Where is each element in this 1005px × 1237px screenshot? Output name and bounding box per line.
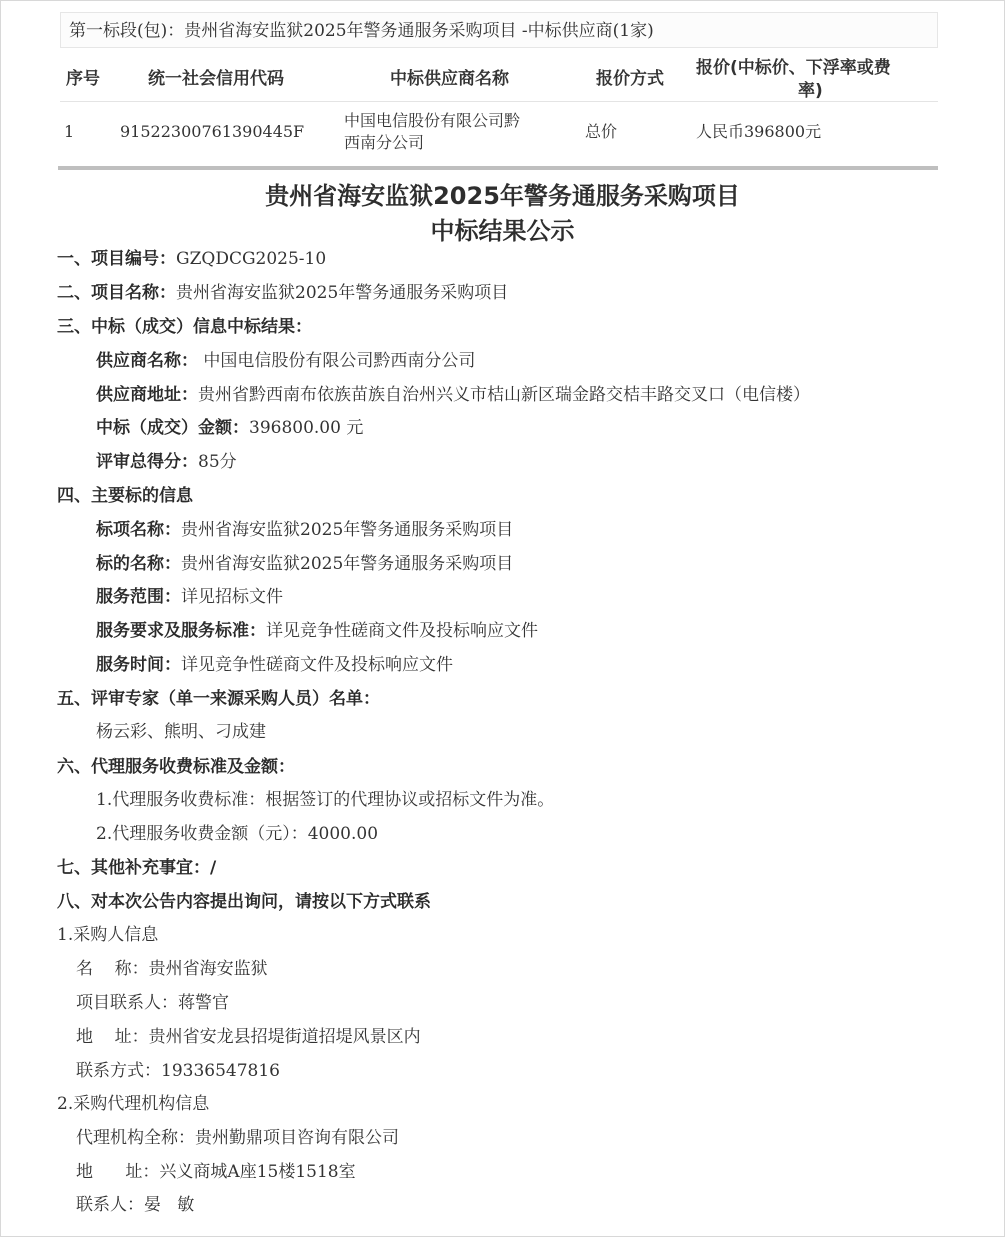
col-header-quote-method: 报价方式	[596, 68, 664, 89]
supplier-name-label: 供应商名称：	[96, 351, 198, 371]
contact-heading: 八、对本次公告内容提出询问，请按以下方式联系	[57, 892, 431, 912]
experts-list: 杨云彩、熊明、刁成建	[96, 722, 266, 742]
project-name	[57, 281, 508, 305]
section-divider	[58, 166, 938, 170]
agent-info-heading: 2.采购代理机构信息	[57, 1094, 210, 1114]
item-name-label: 标项名称：	[96, 520, 181, 540]
award-amount	[96, 416, 363, 440]
supplier-address	[96, 383, 810, 407]
fee-amount: 2.代理服务收费金额（元）：4000.00	[96, 824, 379, 844]
doc-title: 贵州省海安监狱2025年警务通服务采购项目	[265, 182, 740, 210]
project-name-value: 贵州省海安监狱2025年警务通服务采购项目	[176, 283, 509, 303]
agent-address: 地 址：兴义商城A座15楼1518室	[76, 1162, 356, 1182]
project-number-label: 一、项目编号：	[57, 249, 176, 269]
col-header-quote: 报价(中标价、下浮率或费	[696, 57, 891, 78]
buyer-info-heading: 1.采购人信息	[57, 925, 159, 945]
supplier-address-value: 贵州省黔西南布依族苗族自治州兴义市桔山新区瑞金路交桔丰路交叉口（电信楼）	[198, 385, 810, 405]
cell-credit-code: 91522300761390445F	[120, 122, 305, 141]
project-name-label: 二、项目名称：	[57, 283, 176, 303]
item-name	[96, 518, 513, 542]
award-amount-label: 中标（成交）金额：	[96, 418, 249, 438]
award-heading: 三、中标（成交）信息中标结果：	[57, 317, 312, 337]
cell-quote: 人民币396800元	[696, 122, 822, 141]
project-number-value: GZQDCG2025-10	[176, 249, 327, 269]
service-requirements-label: 服务要求及服务标准：	[96, 621, 266, 641]
item-name-value: 贵州省海安监狱2025年警务通服务采购项目	[181, 520, 514, 540]
service-requirements	[96, 619, 538, 643]
buyer-phone: 联系方式：19336547816	[76, 1061, 280, 1081]
agent-name: 代理机构全称：贵州勤鼎项目咨询有限公司	[76, 1128, 399, 1148]
cell-quote-method: 总价	[585, 122, 618, 141]
service-requirements-value: 详见竞争性磋商文件及投标响应文件	[266, 621, 538, 641]
fee-standard: 1.代理服务收费标准：根据签订的代理协议或招标文件为准。	[96, 790, 555, 810]
subject-name-value: 贵州省海安监狱2025年警务通服务采购项目	[181, 554, 514, 574]
col-header-no: 序号	[66, 68, 100, 89]
doc-subtitle: 中标结果公示	[430, 217, 575, 245]
service-time-label: 服务时间：	[96, 655, 181, 675]
cell-no: 1	[64, 122, 75, 141]
service-time-value: 详见竞争性磋商文件及投标响应文件	[181, 655, 453, 675]
experts-heading: 五、评审专家（单一来源采购人员）名单：	[57, 689, 380, 709]
subject-name	[96, 552, 513, 576]
buyer-address: 地 址：贵州省安龙县招堤街道招堤风景区内	[76, 1027, 421, 1047]
review-score	[96, 450, 237, 474]
buyer-contact-person: 项目联系人：蒋警官	[76, 993, 229, 1013]
col-header-quote-cont: 率)	[798, 80, 823, 101]
cell-supplier-line1: 中国电信股份有限公司黔	[344, 111, 521, 130]
service-scope	[96, 585, 283, 609]
col-header-supplier: 中标供应商名称	[390, 68, 509, 89]
review-score-value: 85分	[198, 452, 237, 472]
other-matters: 七、其他补充事宜：/	[57, 858, 217, 878]
supplier-name	[96, 349, 475, 373]
award-amount-value: 396800.00 元	[249, 418, 364, 438]
service-scope-value: 详见招标文件	[181, 587, 283, 607]
cell-supplier-line2: 西南分公司	[344, 133, 425, 152]
col-header-credit-code: 统一社会信用代码	[148, 68, 284, 89]
lot-caption: 第一标段(包)：贵州省海安监狱2025年警务通服务采购项目 -中标供应商(1家)	[60, 12, 938, 48]
buyer-name: 名 称：贵州省海安监狱	[76, 959, 268, 979]
project-number	[57, 247, 326, 271]
fee-heading: 六、代理服务收费标准及金额：	[57, 757, 295, 777]
service-time	[96, 653, 453, 677]
supplier-name-value: 中国电信股份有限公司黔西南分公司	[198, 351, 476, 371]
service-scope-label: 服务范围：	[96, 587, 181, 607]
subject-name-label: 标的名称：	[96, 554, 181, 574]
agent-contact-person: 联系人：晏 敏	[76, 1195, 195, 1215]
subject-heading: 四、主要标的信息	[57, 486, 193, 506]
cell-supplier	[344, 104, 520, 160]
review-score-label: 评审总得分：	[96, 452, 198, 472]
table-rule	[60, 101, 938, 102]
supplier-address-label: 供应商地址：	[96, 385, 198, 405]
